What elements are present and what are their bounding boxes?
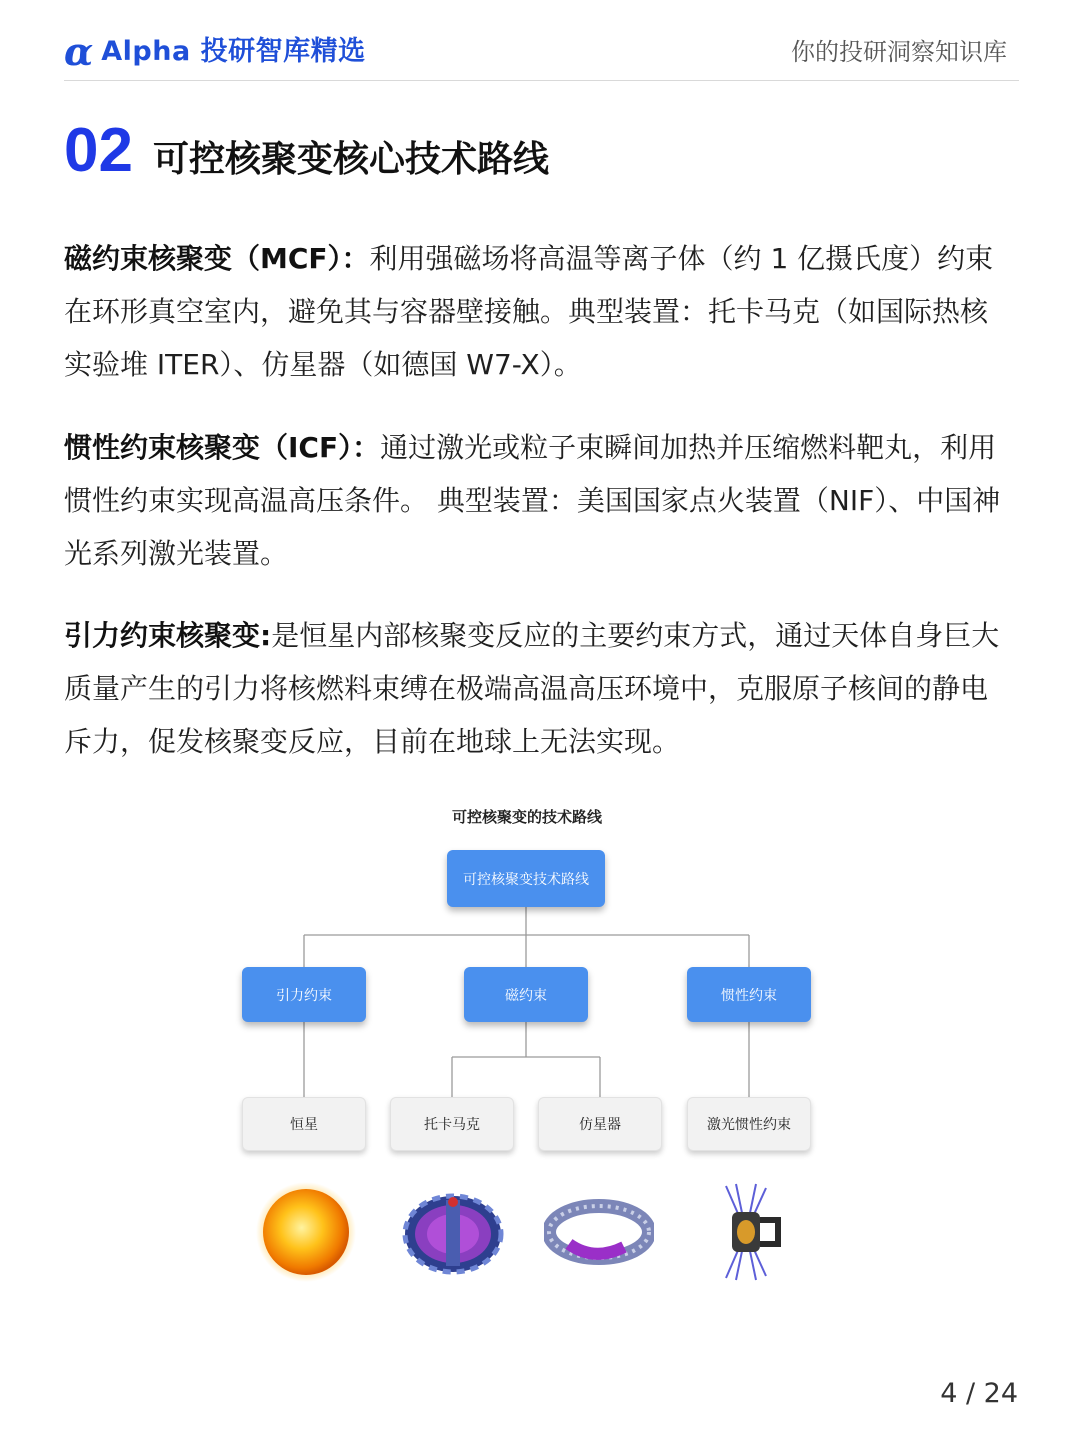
node-tokamak: 托卡马克 — [390, 1097, 514, 1151]
brand-name: Alpha 投研智库精选 — [101, 36, 366, 67]
paragraph-term: 磁约束核聚变（MCF）： — [64, 242, 370, 275]
section-number: 02 — [64, 116, 133, 185]
page-header — [64, 28, 1019, 81]
node-stellarator: 仿星器 — [538, 1097, 662, 1151]
paragraph-gravity — [64, 609, 1010, 768]
node-laser-icf: 激光惯性约束 — [687, 1097, 811, 1151]
paragraph-mcf — [64, 232, 1010, 391]
node-inertial: 惯性约束 — [687, 967, 811, 1022]
diagram-title: 可控核聚变的技术路线 — [451, 808, 602, 826]
paragraph-text: 通过激光或粒子束瞬间加热并压缩燃料靶丸，利用惯性约束实现高温高压条件。 典型装置：美国国家点火装置（NIF）、中国神光系列激光装置。 — [64, 431, 1001, 570]
tokamak-icon — [398, 1182, 508, 1282]
paragraph-text: 是恒星内部核聚变反应的主要约束方式，通过天体自身巨大质量产生的引力将核燃料束缚在极端高温高压环境中，克服原子核间的静电斥力，促发核聚变反应，目前在地球上无法实现。 — [64, 619, 1000, 758]
node-magnetic: 磁约束 — [464, 967, 588, 1022]
laser-target-icon — [706, 1182, 796, 1282]
node-gravity: 引力约束 — [242, 967, 366, 1022]
paragraph-term: 引力约束核聚变: — [64, 619, 272, 652]
tagline: 你的投研洞察知识库 — [791, 38, 1007, 66]
node-root: 可控核聚变技术路线 — [447, 850, 605, 907]
paragraph-icf — [64, 421, 1010, 580]
alpha-logo-icon: α — [64, 29, 94, 74]
node-star: 恒星 — [242, 1097, 366, 1151]
tech-route-diagram — [232, 800, 842, 1290]
page-number: 4 / 24 — [940, 1378, 1018, 1409]
paragraph-text: 利用强磁场将高温等离子体（约 1 亿摄氏度）约束在环形真空室内，避免其与容器壁接触。典型装置：托卡马克（如国际热核实验堆 ITER）、仿星器（如德国 W7-X）。 — [64, 242, 994, 381]
paragraph-term: 惯性约束核聚变（ICF）： — [64, 431, 381, 464]
sun-icon — [256, 1182, 356, 1282]
stellarator-icon — [544, 1192, 654, 1272]
section-heading — [64, 118, 549, 184]
section-title: 可控核聚变核心技术路线 — [152, 139, 549, 180]
brand — [64, 29, 366, 74]
